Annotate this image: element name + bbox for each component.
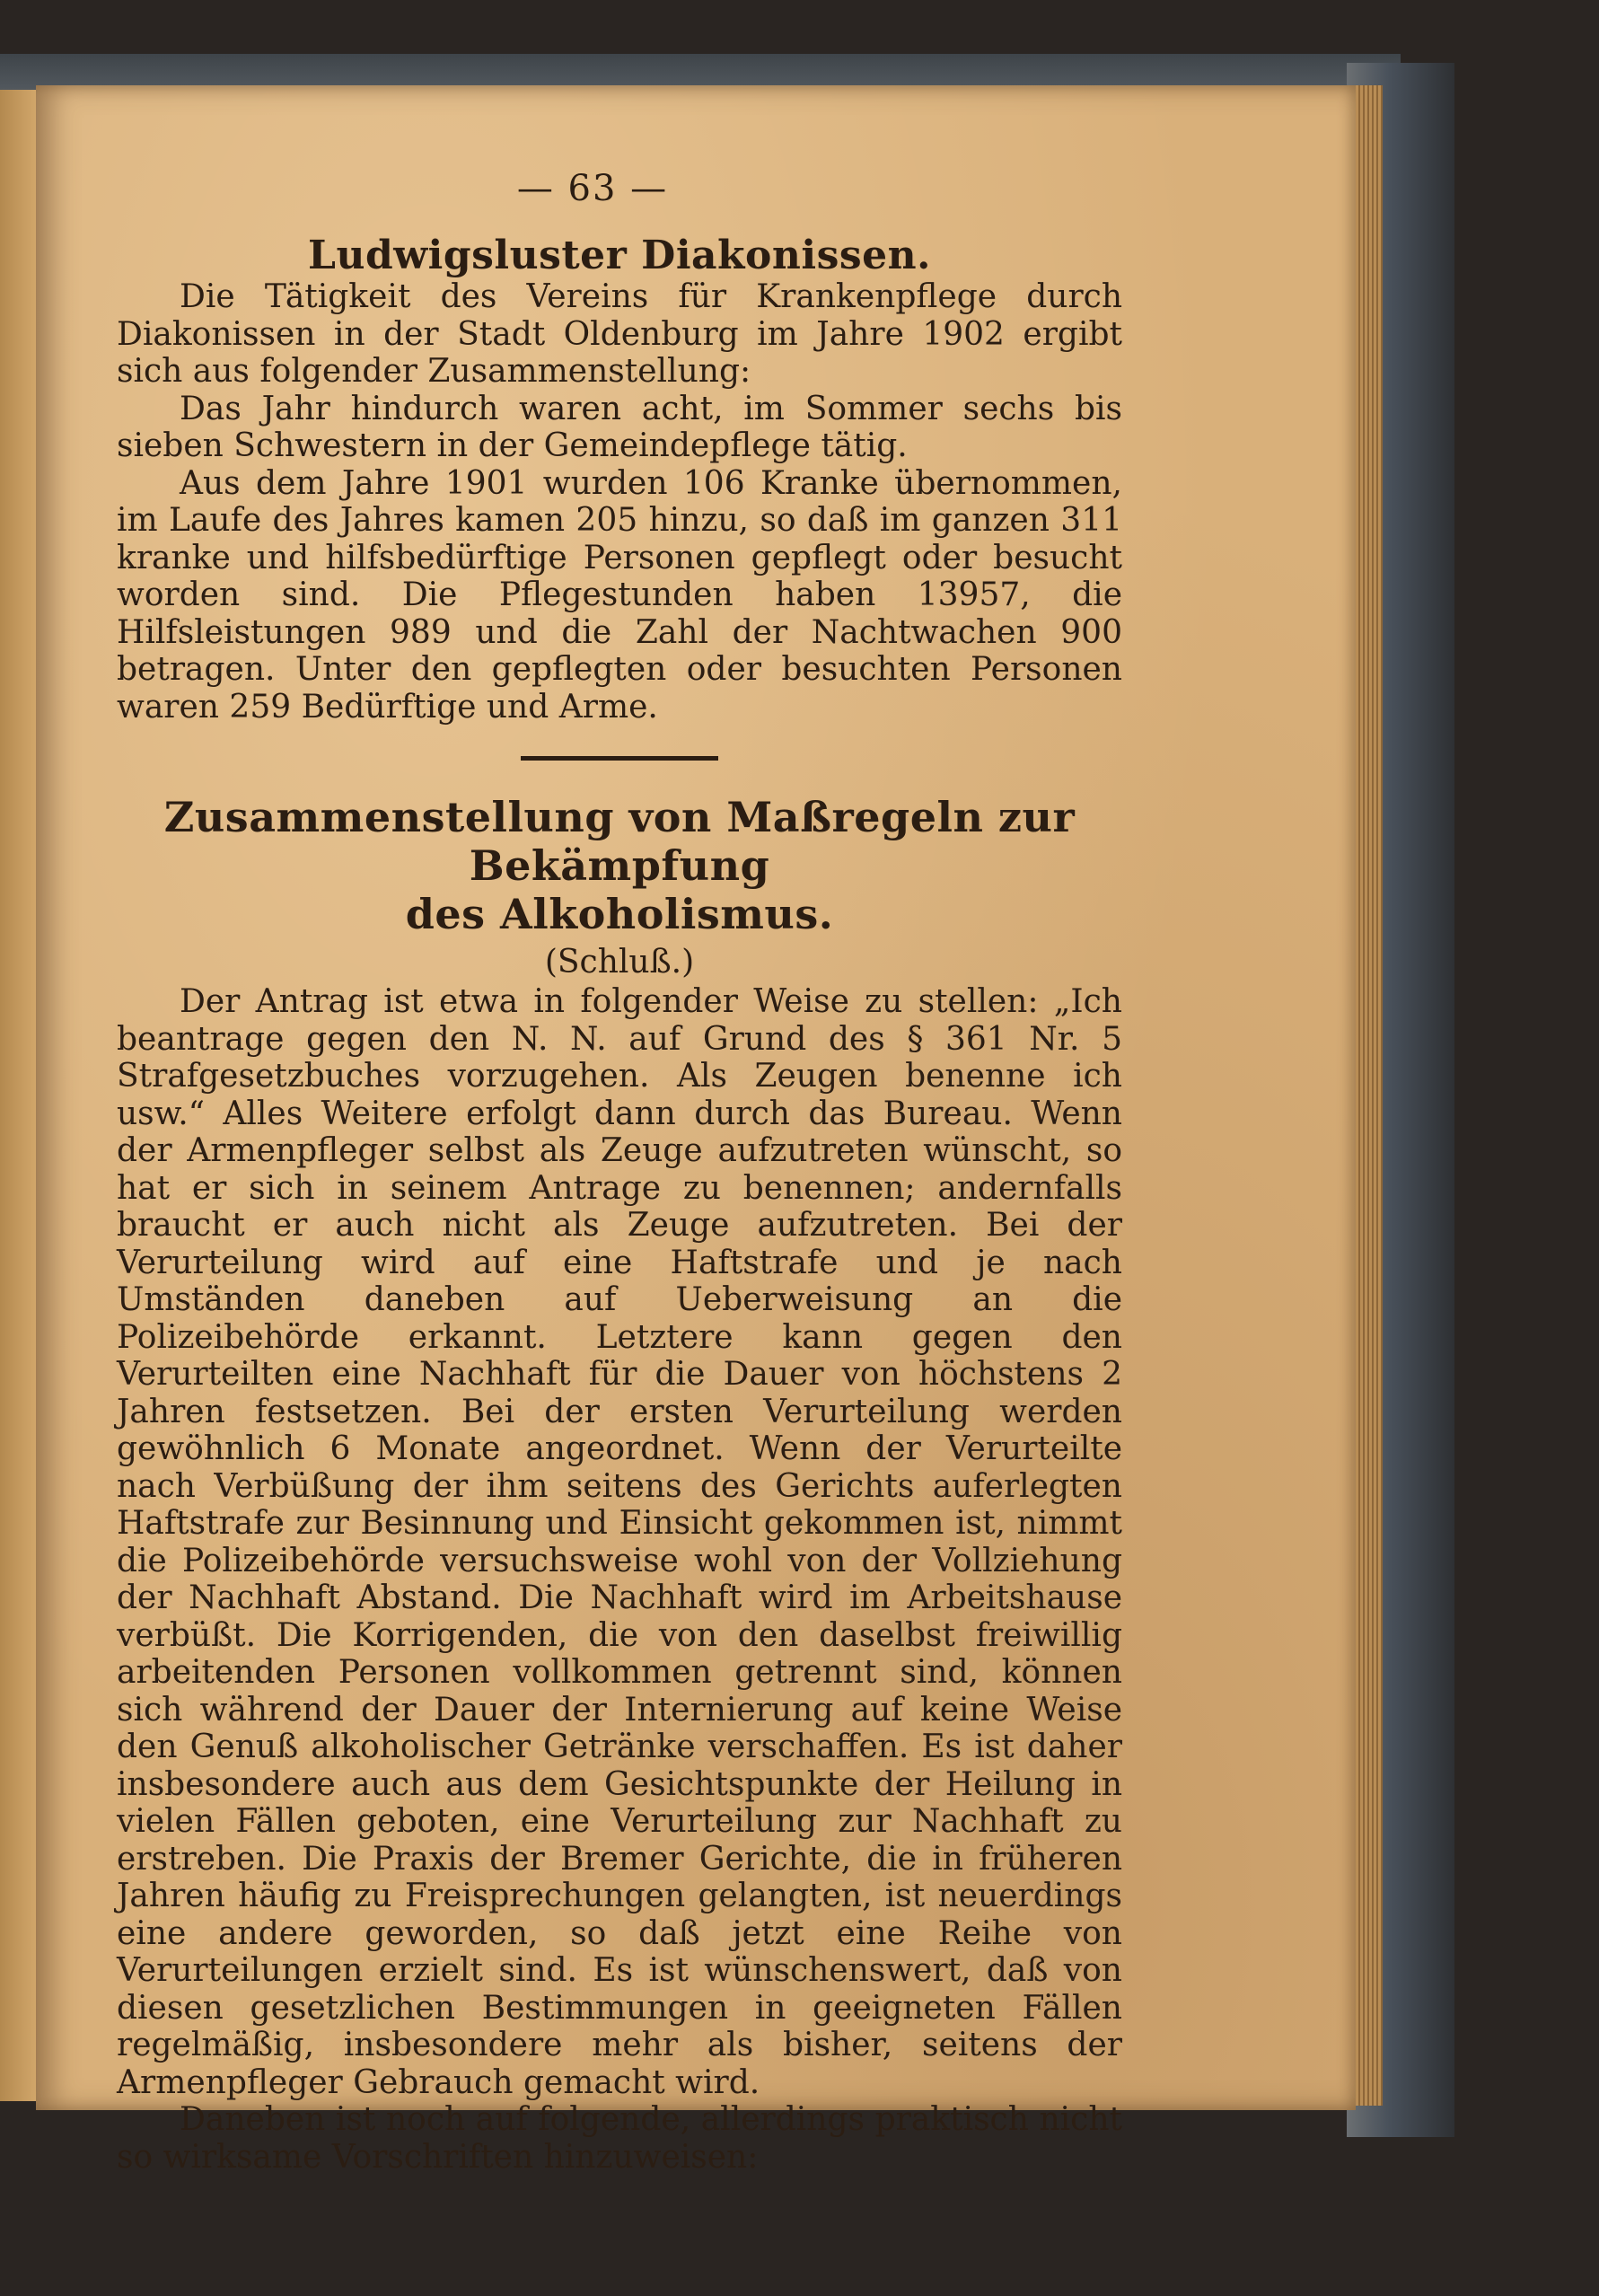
paragraph: Aus dem Jahre 1901 wurden 106 Kranke übernommen, im Laufe des Jahres kamen 205 hinzu, so daß im ganzen 311 kranke und hilfsbedürftige Personen gepflegt oder besucht worden sind. Die Pflegestunden haben 13957, die Hilfsleistungen 989 und die Zahl der Nachtwachen 900 betragen. Unter den gepflegten oder besuchten Personen waren 259 Bedürftige und Arme. — [117, 464, 1122, 726]
section-subtitle: (Schluß.) — [544, 944, 695, 981]
paragraph: Daneben ist noch auf folgende, allerdings praktisch nicht so wirksame Vorschriften hinzuweisen: — [117, 2101, 1122, 2176]
paragraph: Das Jahr hindurch waren acht, im Sommer sechs bis sieben Schwestern in der Gemeindepflege tätig. — [117, 390, 1122, 464]
paragraph: Der Antrag ist etwa in folgender Weise zu stellen: „Ich beantrage gegen den N. N. auf Grund des § 361 Nr. 5 Strafgesetzbuches vorzugehen. Als Zeugen benenne ich usw.“ Alles Weitere erfolgt dann durch das Bureau. Wenn der Armenpfleger selbst als Zeuge aufzutreten wünscht, so hat er sich in seinem Antrage zu benennen; andernfalls braucht er auch nicht als Zeuge aufzutreten. Bei der Verurteilung wird auf eine Haftstrafe und je nach Umständen daneben auf Ueberweisung an die Polizeibehörde erkannt. Letztere kann gegen den Verurteilten eine Nachhaft für die Dauer von höchstens 2 Jahren festsetzen. Bei der ersten Verurteilung werden gewöhnlich 6 Monate angeordnet. Wenn der Verurteilte nach Verbüßung der ihm seitens des Gerichts auferlegten Haftstrafe zur Besinnung und Einsicht gekommen ist, nimmt die Polizeibehörde versuchsweise wohl von der Vollziehung der Nachhaft Abstand. Die Nachhaft wird im Arbeitshause verbüßt. Die Korrigenden, die von den daselbst freiwillig arbeitenden Personen vollkommen getrennt sind, können sich während der Dauer der Internierung auf keine Weise den Genuß alkoholischer Getränke verschaffen. Es ist daher insbesondere auch aus dem Gesichtspunkte der Heilung in vielen Fällen geboten, eine Verurteilung zur Nachhaft zu erstreben. Die Praxis der Bremer Gerichte, die in früheren Jahren häufig zu Freisprechungen gelangten, ist neuerdings eine andere geworden, so daß jetzt eine Reihe von Verurteilungen erzielt sind. Es ist wünschenswert, daß von diesen gesetzlichen Bestimmungen in geeigneten Fällen regelmäßig, insbesondere mehr als bisher, seitens der Armenpfleger Gebrauch gemacht wird. — [117, 983, 1122, 2101]
page-content — [117, 162, 1122, 2176]
paragraph: Die Tätigkeit des Vereins für Krankenpflege durch Diakonissen in der Stadt Oldenburg im Jahre 1902 ergibt sich aus folgender Zusammenstellung: — [117, 278, 1122, 390]
section-heading-alkoholismus-line2: des Alkoholismus. — [405, 890, 834, 938]
section-heading-diakonissen: Ludwigsluster Diakonissen. — [308, 233, 931, 278]
facing-page-edge — [0, 90, 36, 2101]
section-heading-alkoholismus-line1: Zusammenstellung von Maßregeln zur Bekämpfung — [163, 793, 1076, 890]
section-divider — [521, 756, 718, 761]
page-number: — 63 — — [516, 168, 669, 209]
